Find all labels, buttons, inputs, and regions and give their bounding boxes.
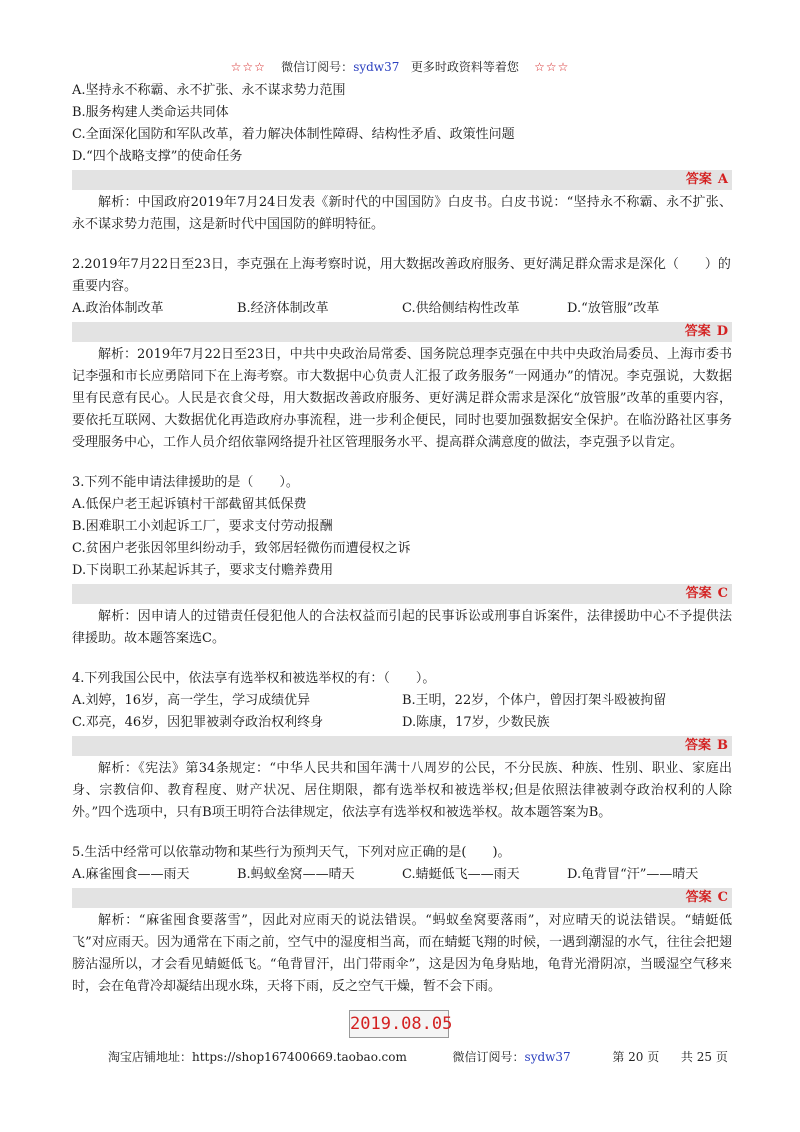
footer-wechat-label: 微信订阅号： [452, 1050, 525, 1064]
q3-answer-label: 答案 [685, 586, 712, 601]
question-4 [72, 668, 732, 824]
q5-option-d: D.龟背冒“汗”——晴天 [567, 867, 699, 882]
q1-answer-label: 答案 [685, 172, 712, 187]
q2-stem: 2.2019年7月22日至23日，李克强在上海考察时说，用大数据改善政府服务、更好满足群众需求是深化（ ）的重要内容。 [72, 257, 731, 294]
q2-answer-bar [72, 322, 732, 342]
q3-option-b: B.困难职工小刘起诉工厂，要求支付劳动报酬 [72, 519, 333, 534]
footer-wechat-account: sydw37 [524, 1050, 571, 1064]
q3-option-d: D.下岗职工孙某起诉其子，要求支付赡养费用 [72, 563, 334, 578]
q2-options [72, 298, 732, 320]
q4-option-c: C.邓亮，46岁，因犯罪被剥夺政治权利终身 [72, 715, 324, 730]
q4-options-row-2 [72, 712, 732, 734]
q5-answer: C [717, 890, 728, 905]
q3-answer: C [717, 586, 728, 601]
q4-option-a: A.刘婷，16岁，高一学生，学习成绩优异 [72, 693, 311, 708]
q5-answer-label: 答案 [685, 890, 712, 905]
page-footer [108, 1048, 728, 1065]
question-3 [72, 472, 732, 650]
q5-option-a: A.麻雀囤食——雨天 [72, 867, 190, 882]
q1-option-a: A.坚持永不称霸、永不扩张、永不谋求势力范围 [72, 83, 346, 98]
page-content [72, 80, 732, 998]
q1-answer: A [717, 172, 728, 187]
q2-option-b: B.经济体制改革 [237, 301, 329, 316]
q3-answer-bar [72, 584, 732, 604]
header-slogan: 更多时政资料等着您 [410, 60, 519, 74]
page-number: 第 20 页 [612, 1050, 660, 1064]
q5-stem: 5.生活中经常可以依靠动物和某些行为预判天气，下列对应正确的是( )。 [72, 845, 511, 860]
stars-left-icon: ☆☆☆ [230, 60, 266, 74]
q4-analysis: 解析：《宪法》第34条规定：“中华人民共和国年满十八周岁的公民，不分民族、种族、性别、职业、家庭出身、宗教信仰、教育程度、财产状况、居住期限，都有选举权和被选举权;但是依照法律被剥夺政治权利的人除外。”四个选项中，只有B项王明符合法律规定，依法享有选举权和被选举权。故本题答案为B。 [72, 761, 732, 820]
stars-right-icon: ☆☆☆ [534, 60, 570, 74]
q4-answer: B [717, 738, 728, 753]
header-account: sydw37 [353, 60, 400, 74]
q1-option-c: C.全面深化国防和军队改革，着力解决体制性障碍、结构性矛盾、政策性问题 [72, 127, 515, 142]
question-1 [72, 80, 732, 236]
page-header [0, 58, 800, 75]
q5-options [72, 864, 732, 886]
q2-analysis: 解析：2019年7月22日至23日，中共中央政治局常委、国务院总理李克强在中共中央政治局委员、上海市委书记李强和市长应勇陪同下在上海考察。市大数据中心负责人汇报了政务服务“一网通办”的情况。李克强说，大数据里有民意有民心。人民是衣食父母，用大数据改善政府服务、更好满足群众需求是深化“放管服”改革的重要内容，要依托互联网、大数据优化再造政府办事流程，进一步利企便民，同时也要加强数据安全保护。在临汾路社区事务受理服务中心，工作人员介绍依靠网络提升社区管理服务水平、提高群众满意度的做法，李克强予以肯定。 [72, 347, 732, 450]
q4-answer-label: 答案 [684, 738, 711, 753]
q1-answer-bar [72, 170, 732, 190]
q2-answer-label: 答案 [684, 324, 711, 339]
header-label: 微信订阅号： [281, 60, 354, 74]
q4-answer-bar [72, 736, 732, 756]
q2-answer: D [716, 324, 728, 339]
date-stamp: 2019.08.05 [349, 1010, 449, 1038]
q3-option-c: C.贫困户老张因邻里纠纷动手，致邻居轻微伤而遭侵权之诉 [72, 541, 411, 556]
q4-options-row-1 [72, 690, 732, 712]
q1-option-d: D.“四个战略支撑”的使命任务 [72, 149, 243, 164]
q5-option-c: C.蜻蜓低飞——雨天 [402, 867, 520, 882]
q2-option-c: C.供给侧结构性改革 [402, 301, 520, 316]
q1-analysis: 解析：中国政府2019年7月24日发表《新时代的中国国防》白皮书。白皮书说：“坚持永不称霸、永不扩张、永不谋求势力范围，这是新时代中国国防的鲜明特征。 [72, 195, 732, 232]
q3-analysis: 解析：因申请人的过错责任侵犯他人的合法权益而引起的民事诉讼或刑事自诉案件，法律援助中心不予提供法律援助。故本题答案选C。 [72, 609, 732, 646]
q2-option-a: A.政治体制改革 [72, 301, 164, 316]
q4-option-d: D.陈康，17岁，少数民族 [402, 715, 550, 730]
q1-option-b: B.服务构建人类命运共同体 [72, 105, 229, 120]
page-total: 共 25 页 [680, 1050, 728, 1064]
q2-option-d: D.“放管服”改革 [567, 301, 660, 316]
q4-option-b: B.王明，22岁，个体户，曾因打架斗殴被拘留 [402, 693, 667, 708]
footer-shop-link[interactable]: 淘宝店铺地址：https://shop167400669.taobao.com [108, 1050, 407, 1064]
q5-analysis: 解析：“麻雀囤食要落雪”，因此对应雨天的说法错误。“蚂蚁垒窝要落雨”，对应晴天的说法错误。“蜻蜓低飞”对应雨天。因为通常在下雨之前，空气中的湿度相当高，而在蜻蜓飞翔的时候，一遇到潮湿的水气，往往会把翅膀沾湿所以，才会看见蜻蜓低飞。“龟背冒汗，出门带雨伞”，这是因为龟身贴地，龟背光滑阴凉，当暖湿空气移来时，会在龟背冷却凝结出现水珠，天将下雨，反之空气干燥，暂不会下雨。 [72, 913, 732, 994]
q3-option-a: A.低保户老王起诉镇村干部截留其低保费 [72, 497, 307, 512]
q4-stem: 4.下列我国公民中，依法享有选举权和被选举权的有：（ ）。 [72, 671, 436, 686]
q5-answer-bar [72, 888, 732, 908]
question-5 [72, 842, 732, 998]
q5-option-b: B.蚂蚁垒窝——晴天 [237, 867, 355, 882]
question-2 [72, 254, 732, 454]
q3-stem: 3.下列不能申请法律援助的是（ ）。 [72, 475, 299, 490]
